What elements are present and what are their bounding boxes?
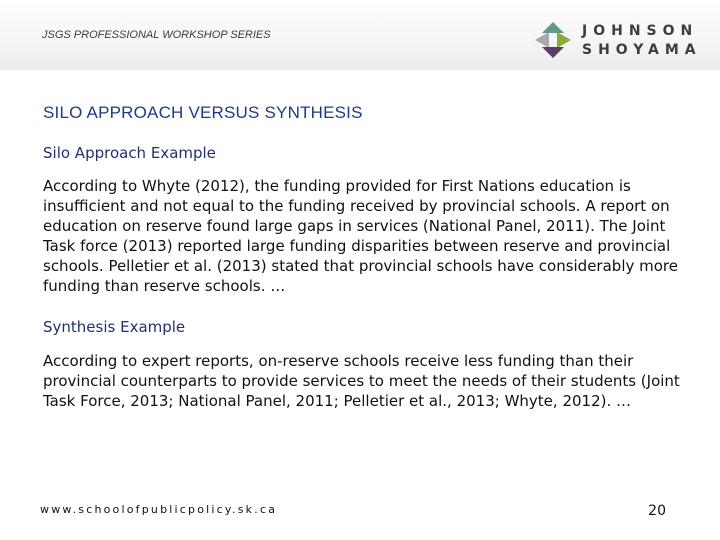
- section-body-synthesis: According to expert reports, on-reserve schools receive less funding than their provincial counterparts to provide services to meet the needs of their students (Joint Task Force, 2013; National Panel, 2011; Pelletier et al., 2013; Whyte, 2012). …: [43, 352, 680, 410]
- header-band: [0, 0, 720, 70]
- logo-line-1: JOHNSON: [582, 23, 699, 39]
- section-body-silo: According to Whyte (2012), the funding provided for First Nations education is insufficient and not equal to the funding received by provincial schools. A report on education on reserve found large gaps in services (National Panel, 2011). The Joint Task force (2013) reported large funding disparities between reserve and provincial schools. Pelletier et al. (2013) stated that provincial schools have considerably more funding than reserve schools. …: [43, 177, 678, 295]
- logo-wordmark: [582, 22, 712, 60]
- footer-url-link[interactable]: www.schoolofpublicpolicy.sk.ca: [40, 503, 278, 516]
- series-label: JSGS PROFESSIONAL WORKSHOP SERIES: [42, 29, 271, 41]
- section-heading-synthesis: Synthesis Example: [43, 318, 186, 336]
- logo-line-2: SHOYAMA: [582, 42, 702, 58]
- slide-title: SILO APPROACH VERSUS SYNTHESIS: [43, 103, 363, 122]
- johnson-shoyama-logo-icon: [533, 20, 573, 60]
- page-number: 20: [648, 503, 666, 519]
- section-heading-silo: Silo Approach Example: [43, 144, 216, 162]
